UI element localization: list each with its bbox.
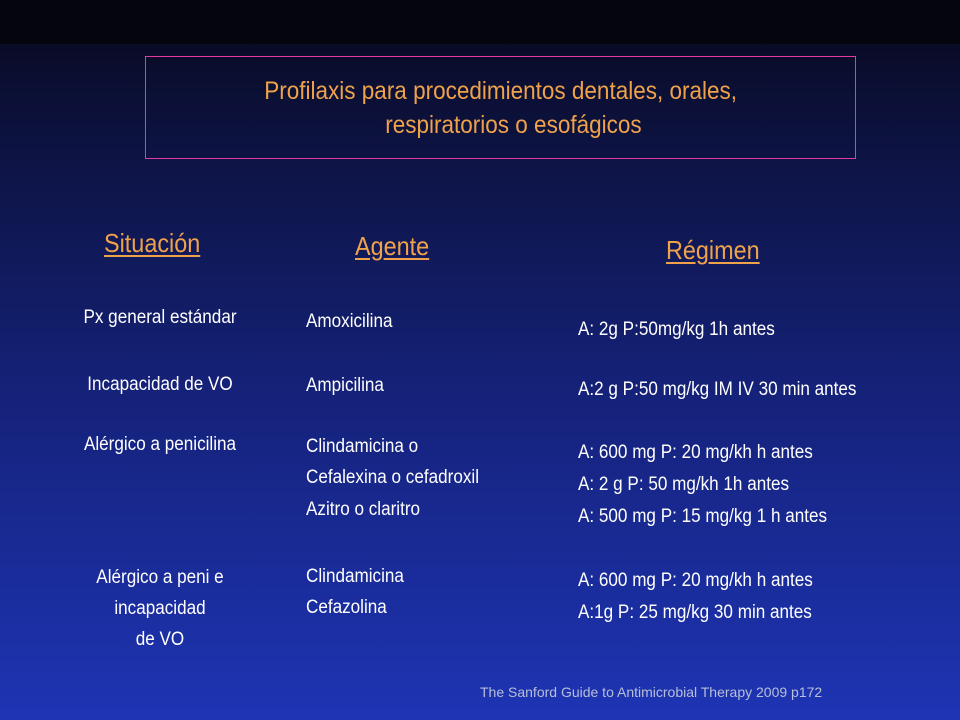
agente-row-2: Ampicilina (306, 375, 384, 396)
situacion-row-1: Px general estándar (83, 307, 237, 328)
regimen-row-2: A:2 g P:50 mg/kg IM IV 30 min antes (578, 379, 857, 400)
agente-row-4a: Clindamicina (306, 566, 404, 587)
situacion-row-4a: Alérgico a peni e (96, 567, 224, 588)
regimen-row-3a: A: 600 mg P: 20 mg/kh h antes (578, 442, 813, 463)
regimen-row-1: A: 2g P:50mg/kg 1h antes (578, 319, 775, 340)
agente-row-3b: Cefalexina o cefadroxil (306, 467, 479, 488)
slide-title-line-2: respiratorios o esofágicos (385, 110, 642, 139)
regimen-row-3b: A: 2 g P: 50 mg/kh 1h antes (578, 474, 790, 495)
agente-row-3c: Azitro o claritro (306, 499, 421, 520)
agente-row-4b: Cefazolina (306, 597, 387, 618)
header-situacion: Situación (104, 228, 201, 258)
situacion-row-4b: incapacidad (114, 598, 206, 619)
source-citation: The Sanford Guide to Antimicrobial Therapy 2009 p172 (480, 684, 823, 700)
header-regimen: Régimen (666, 235, 760, 265)
title-box (145, 56, 856, 159)
agente-row-1: Amoxicilina (306, 311, 393, 332)
situacion-row-3: Alérgico a penicilina (83, 434, 237, 455)
slide-title-line-1: Profilaxis para procedimientos dentales, orales, (264, 76, 737, 105)
situacion-row-2: Incapacidad de VO (87, 374, 233, 395)
regimen-row-4b: A:1g P: 25 mg/kg 30 min antes (578, 602, 812, 623)
situacion-row-4c: de VO (135, 629, 185, 650)
regimen-row-3c: A: 500 mg P: 15 mg/kg 1 h antes (578, 506, 828, 527)
top-band (0, 0, 960, 44)
regimen-row-4a: A: 600 mg P: 20 mg/kh h antes (578, 570, 813, 591)
header-agente: Agente (355, 231, 430, 261)
agente-row-3a: Clindamicina o (306, 436, 419, 457)
